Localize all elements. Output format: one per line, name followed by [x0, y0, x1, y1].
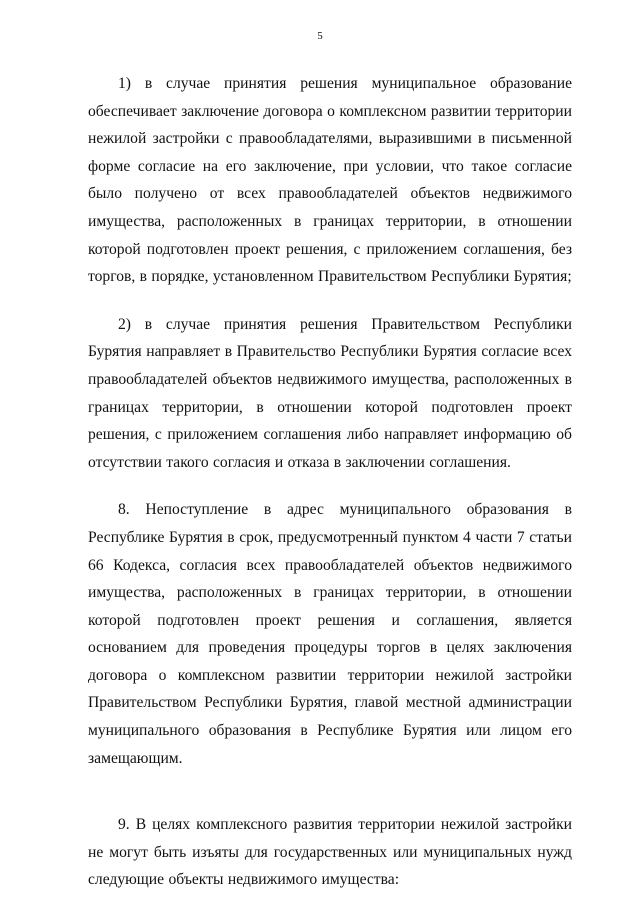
paragraph-item-2: 2) в случае принятия решения Правительством Республики Бурятия направляет в Правительство Республики Бурятия согласие всех правообладателей объектов недвижимого имущества, расположенных в границах территории, в отношении которой подготовлен проект решения, с приложением соглашения либо направляет информацию об отсутствии такого согласия и отказа в заключении соглашения. [88, 315, 572, 471]
paragraph-clause-8: 8. Непоступление в адрес муниципального образования в Республике Бурятия в срок, предусмотренный пунктом 4 части 7 статьи 66 Кодекса, согласия всех правообладателей объектов недвижимого имущества, расположенных в границах территории, в отношении которой подготовлен проект решения и соглашения, является основанием для проведения процедуры торгов в целях заключения договора о комплексном развитии территории нежилой застройки Правительством Республики Бурятия, главой местной администрации муниципального образования в Республике Бурятия или лицом его замещающим. [88, 501, 572, 767]
page-number: 5 [317, 30, 323, 42]
paragraph-clause-9: 9. В целях комплексного развития территории нежилой застройки не могут быть изъяты для государственных или муниципальных нужд следующие объекты недвижимого имущества: [88, 816, 572, 889]
document-body [88, 70, 572, 894]
paragraph-item-1: 1) в случае принятия решения муниципальное образование обеспечивает заключение договора о комплексном развитии территории нежилой застройки с правообладателями, выразившими в письменной форме согласие на его заключение, при условии, что такое согласие было получено от всех правообладателей объектов недвижимого имущества, расположенных в границах территории, в отношении которой подготовлен проект решения, с приложением соглашения, без торгов, в порядке, установленном Правительством Республики Бурятия; [88, 75, 572, 286]
